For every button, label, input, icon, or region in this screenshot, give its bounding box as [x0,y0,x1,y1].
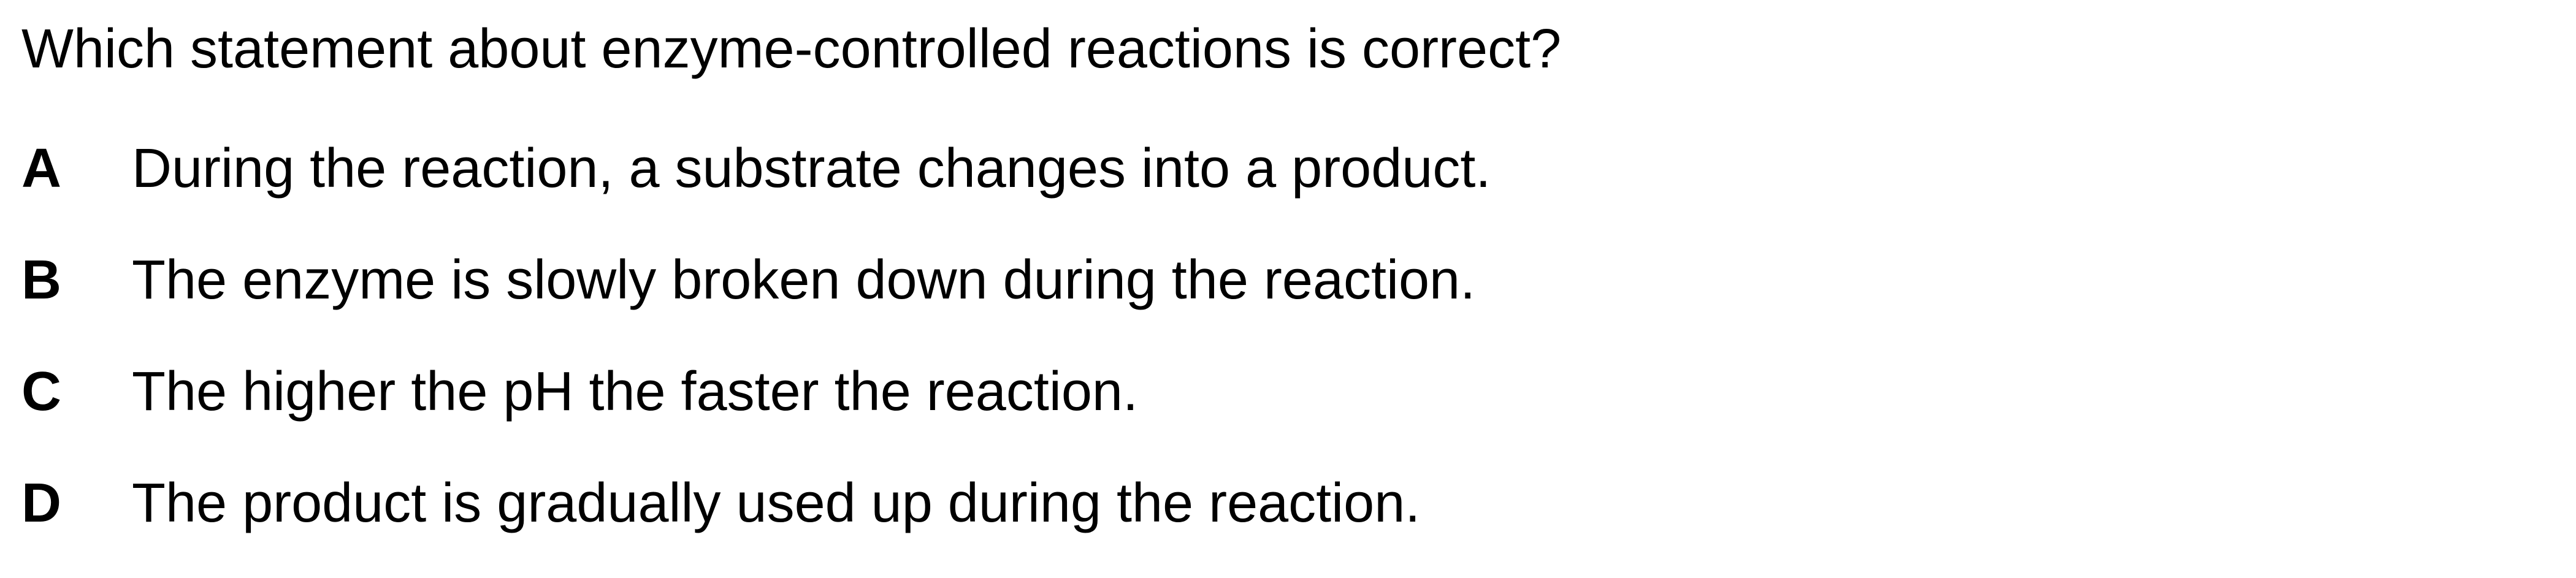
option-text: The higher the pH the faster the reaction. [132,361,1138,422]
option-letter: A [21,138,61,199]
answer-option-d [21,466,1491,578]
answer-option-b [21,243,1491,355]
option-text: During the reaction, a substrate changes into a product. [132,138,1491,199]
option-letter: D [21,473,61,534]
answer-option-a [21,132,1491,243]
question-text: Which statement about enzyme-controlled reactions is correct? [21,18,1562,80]
option-letter: B [21,249,61,311]
answer-options-list [21,132,1491,578]
option-text: The enzyme is slowly broken down during the reaction. [132,249,1476,311]
option-text: The product is gradually used up during the reaction. [132,473,1421,534]
answer-option-c [21,355,1491,466]
option-letter: C [21,361,61,422]
